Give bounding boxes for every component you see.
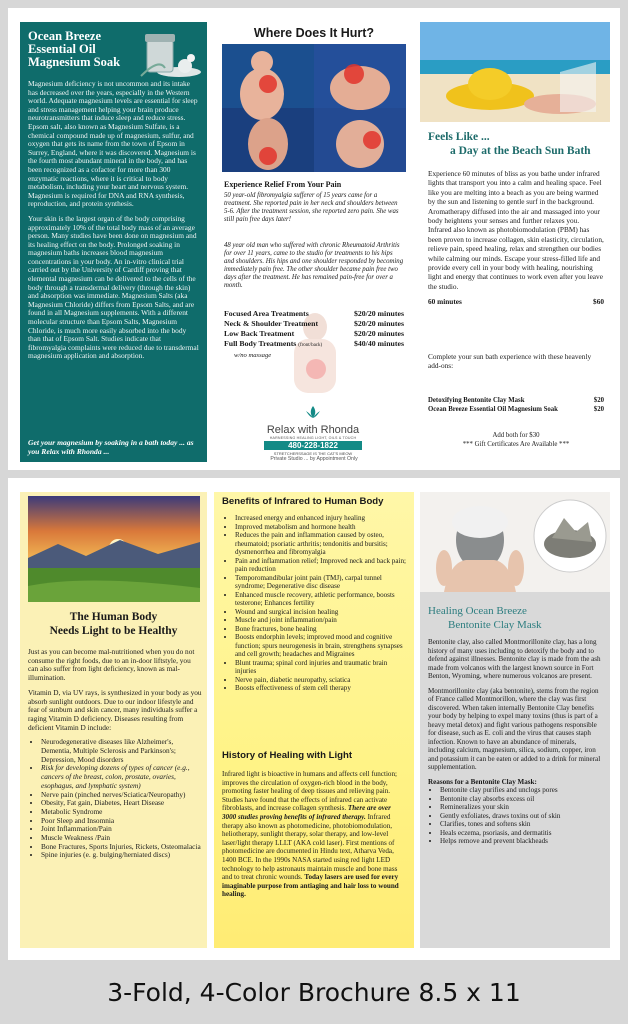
clay-mask-image [420,492,610,592]
list-item: • Increased energy and enhanced injury healing [235,514,410,523]
relief-heading: Experience Relief From Your Pain [224,180,342,189]
light-title-line-1: The Human Body [69,611,158,623]
beach-sun-bath-panel [420,22,610,462]
sun-bath-price-row [428,297,604,306]
add-both-offer: Add both for $30 [492,432,540,439]
beach-hat-image [420,22,610,122]
addon-name: Detoxifying Bentonite Clay Mask [428,397,525,404]
history-heading: History of Healing with Light [222,750,353,761]
price-item-price: $20/20 minutes [353,319,404,328]
beach-title-line-1: Feels Like ... [428,131,490,143]
price-item-name: Low Back Treatment [224,329,295,338]
infrared-benefits-list [222,514,410,693]
clay-paragraph-2: Montmorillonite clay (aka bentonite), stems from the region of France called Montmorillon, where the clay was first discovered. When taken internally Bentonite Clay benefits your body by helping to expel many toxins (thus is part of a heavy metal detox) and fight various pathogens responsible for disease, such as E. coli and the virus that causes staph infection. Known to have an abundance of minerals, including calcium, magnesium, silica, sodium, copper, iron and potassium it can be eaten or added to a drink for mineral supplementation. [428,686,601,771]
price-item-price: $20/20 minutes [353,329,404,338]
list-item: • Heals eczema, psoriasis, and dermatitis [440,829,604,838]
bentonite-clay-panel [420,492,610,948]
where-does-it-hurt-panel [214,22,414,462]
price-item-note: (front/back) [298,343,323,348]
list-item: • Bentonite clay absorbs excess oil [440,795,604,804]
reasons-heading: Reasons for a Bentonite Clay Mask: [428,777,537,786]
list-item: • Boosts effectiveness of stem cell therapy [235,684,410,693]
list-item: • Muscle and joint inflammation/pain [235,616,410,625]
list-item: • Temporomandibular joint pain (TMJ), carpal tunnel syndrome; Degenerative disc disease [235,574,410,591]
list-item: • Nerve pain (pinched nerves/Sciatica/Neuropathy) [41,791,202,800]
logo-name: Relax with Rhonda [266,424,360,436]
list-item: • Gently exfoliates, draws toxins out of skin [440,812,604,821]
lotus-icon [305,405,321,419]
magnesium-soak-title: Ocean Breeze Essential Oil Magnesium Soak [28,29,121,69]
magnesium-soak-footer: Get your magnesium by soaking in a bath today ... as you Relax with Rhonda ... [28,438,194,456]
gift-certificate-note: *** Gift Certificates Are Available *** [462,440,570,448]
addon-row [428,396,604,405]
price-item-price: $20/20 minutes [353,309,404,318]
vitamin-d-disease-list [28,738,202,860]
history-paragraph: Infrared light is bioactive in humans and affects cell function; improves the circulation of oxygen-rich blood in the body, promoting faster healing of deep tissues and relieving pain. Studies have found that the effects of infrared can activate fibroblasts, and increase collagen synthesis. [222,770,397,813]
infrared-benefits-panel [214,492,414,948]
list-item: • Clarifies, tones and softens skin [440,820,604,829]
sun-bath-text: Experience 60 minutes of bliss as you bathe under infrared lights that transport you into a calm and healing space. Feel like you are melting into a beach as you are being warmed by the sun and listening to gentle surf in the background. Aromatherapy diffused into the air and massaged into your body heightens your senses and further relaxes you. Infrared also known as photobiomodulation (PBM) has been proven to increase collagen, skin elasticity, circulation, relieve pain, speed healing, relax and strengthen our bodies while calming our minds. Escape your stress-filled life and provide every cell in your body with healing, nourishing light and energy that continues to work even after you leave the studio. [428,169,604,291]
beach-title-line-2: a Day at the Beach Sun Bath [450,145,591,157]
magnesium-soak-text [28,80,200,367]
history-paragraph-2: Infrared therapy also known as photomedicine, photobiomodulation, heliotherapy, sunlight therapy, solar therapy, and low-level laser/light therapy LLLT (AKA cold laser). First mentions of photomedicine are documented in Hindu text, Atharva Veda, 1400 BCE. In the 1990s NASA started using red light LED technology to help astronauts maintain muscle and bone mass and to treat chronic wounds. [222,812,398,882]
history-emphasis-2: Today lasers are used for every imaginable purpose from antiaging and hair loss to wound healing. [222,873,399,899]
list-item: • Bentonite clay purifies and unclogs pores [440,786,604,795]
list-item: • Boosts endorphin levels; improved mood and cognitive function; spurs neurogenesis in brain, strengthens synapses and cell growth; headaches and Migraines [235,633,410,659]
beach-sun-bath-title [428,130,591,158]
salt-jar-image [139,28,201,78]
list-item: • Poor Sleep and Insomnia [41,817,202,826]
where-does-it-hurt-title: Where Does It Hurt? [253,26,375,40]
brochure-caption: 3-Fold, 4-Color Brochure 8.5 x 11 [107,978,521,1007]
list-item: • Neurodegenerative diseases like Alzheimer's, Dementia, Multiple Sclerosis and Parkinson's; Depression, Mood disorders [41,738,202,764]
bentonite-clay-text [428,638,604,846]
history-emphasis: There are over 3000 studies proving benefits of infrared therapy. [222,804,391,821]
light-title-line-2: Needs Light to be Healthy [49,625,178,637]
addon-bundle [428,432,604,449]
magnesium-soak-panel [20,22,207,462]
list-item: • Reduces the pain and inflammation caused by osteo, rheumatoid; psoriatic arthritis; tendonitis and bursitis; dysmenorrhea and fibromyalgia [235,531,410,557]
clay-paragraph-1: Bentonite clay, also called Montmorillonite clay, has a long history of many uses including to detoxify the body and to defend against illnesses. Bentonite clay is made from the ash made from volcanos with the largest known source in Fort Benton, Wyoming, where numerous volcanos are present. [428,638,601,680]
list-item: • Obesity, Fat gain, Diabetes, Heart Disease [41,799,202,808]
magnesium-paragraph-1: Magnesium deficiency is not uncommon and its intake has decreased over the years, especially in the Western world. Adequate magnesium levels are essential for sleep and stress management helping your brain produce neurotransmitters that induce sleep and reduce stress. Epsom salt, also known as Magnesium Sulfate, is a chemical compound made up of magnesium, sulfur, and oxygen that gets its name from the town of Epsom in Surrey, England, where it was discovered. Magnesium is the fourth most abundant mineral in the body, and has been recognized as a cofactor for more than 300 enzymatic reactions, where it is critical to body metabolism, including your heart and nervous system. Magnesium is required for DNA and RNA synthesis, reproduction, and protein synthesis. [28,79,198,209]
list-item: • Bone Fractures, Sports Injuries, Rickets, Osteomalacia [41,843,202,852]
relax-with-rhonda-logo [252,405,374,456]
list-item: • Blunt trauma; spinal cord injuries and traumatic brain injuries [235,659,410,676]
infrared-benefits-heading: Benefits of Infrared to Human Body [222,496,384,507]
treatment-price-list [224,309,404,361]
list-item: • Nerve pain, diabetic neuropathy, sciatica [235,676,410,685]
price-row [224,339,404,351]
list-item: • Muscle Weakness /Pain [41,834,202,843]
price-item-price: $40/40 minutes [353,339,404,348]
body-needs-light-title [20,610,207,638]
clay-title-line-2: Bentonite Clay Mask [448,619,542,631]
list-item: • Wound and surgical incision healing [235,608,410,617]
brochure-outside [8,8,620,470]
price-item-name: Full Body Treatments [224,339,297,348]
testimonial-1: 50 year-old fibromyalgia sufferer of 15 years came for a treatment. She reported pain in her neck and shoulders between 5-6. After the treatment session, she reported zero pain. She was still pain free days later! [224,192,399,223]
list-item: • Risk for developing dozens of types of cancer (e.g., cancers of the breast, colon, prostate, ovaries, esophagus, and lymphatic system) [41,764,202,790]
list-item: • Remineralizes your skin [440,803,604,812]
addons-list [428,396,604,414]
list-item: • Improved metabolism and hormone health [235,523,410,532]
list-item: • Bone fractures, bone healing [235,625,410,634]
price-item-name: Neck & Shoulder Treatment [224,319,319,328]
addons-intro: Complete your sun bath experience with these heavenly add-ons: [428,352,592,371]
brochure-inside [8,478,620,960]
list-item: • Joint Inflammation/Pain [41,825,202,834]
logo-slogan: STRETCHERSSAGE IS THE CAT'S MEOW [273,451,353,456]
pain-points-image [222,44,406,172]
logo-tagline: HARNESSING HEALING LIGHT, OILS & TOUCH [269,436,357,440]
list-item: • Helps remove and prevent blackheads [440,837,604,846]
light-paragraph-1: Just as you can become mal-nutritioned when you do not consume the right foods, due to an in-door liftstyle, you can also suffer from light deficiency, known as mal-illumination. [28,647,195,683]
sun-bath-duration: 60 minutes [428,297,462,307]
addon-row [428,405,604,414]
addon-name: Ocean Breeze Essential Oil Magnesium Soak [428,406,558,413]
price-row [224,309,404,319]
list-item: • Spine injuries (e. g. bulging/herniated discs) [41,851,202,860]
price-row [224,329,404,339]
private-studio-note: Private Studio ... by Appointment Only [270,456,358,462]
price-subnote: w/no massage [234,352,272,359]
bentonite-clay-title [420,604,610,632]
addon-price: $20 [593,397,604,404]
light-deficiency-text [28,648,202,860]
price-row [224,319,404,329]
history-text [222,770,406,899]
sunset-landscape-image [28,496,200,602]
list-item: • Metabolic Syndrome [41,808,202,817]
magnesium-paragraph-2: Your skin is the largest organ of the body comprising approximately 10% of the total body mass of an average person. Many studies have been done on magnesium and its healing effect on the body. Prolonged soaking in magnesium baths increases blood magnesium concentrations in your body. An in-vitro clinical trial carried out by the University of Cardiff proving that elemental magnesium can be delivered to the cells of the body through a transdermal delivery (through the skin) and absorption was immediate. Magnesium Salts (aka Magnesium Chloride) differs from Epsom Salts, and are found in all Magnesium supplements. With a different molecular structure than Epsom Salts, Magnesium Chloride, is much more easily absorbed into the body than that of Epsom Salt. Studies indicate that fibromyalgia complaints were reduced due to transdermal magnesium application and absorption. [28,213,199,361]
sun-bath-price: $60 [593,297,604,307]
list-item: • Pain and inflammation relief; Improved neck and back pain; pain reduction [235,557,410,574]
body-needs-light-panel [20,492,207,948]
clay-mask-reasons-list [428,786,604,846]
infrared-benefits-list-wrap [222,514,410,693]
light-paragraph-2: Vitamin D, via UV rays, is synthesized in your body as you absorb sunlight outdoors. Due to our indoor lifestyle and fear of sunburn and skin cancer, many individuals suffer a raging Vitamin D deficiency. Diseases resulting from deficient Vitamin D include: [28,687,202,732]
clay-title-line-1: Healing Ocean Breeze [428,605,527,617]
list-item: • Enhanced muscle recovery, athletic performance, boosts testerone; Enhances fertility [235,591,410,608]
testimonial-2: 48 year old man who suffered with chronic Rheumatoid Arthritis for over 11 years, came to the studio for treatments to his hips and shoulders. His hips and one shoulder responded by becoming immediately pain free. The other shoulder became pain free two days after the treatment. He has remained pain-free for over a month. [224,242,404,289]
addon-price: $20 [593,406,604,413]
phone-number: 480-228-1822 [264,441,362,450]
price-item-name: Focused Area Treatments [224,309,309,318]
sun-bath-description [428,169,604,307]
